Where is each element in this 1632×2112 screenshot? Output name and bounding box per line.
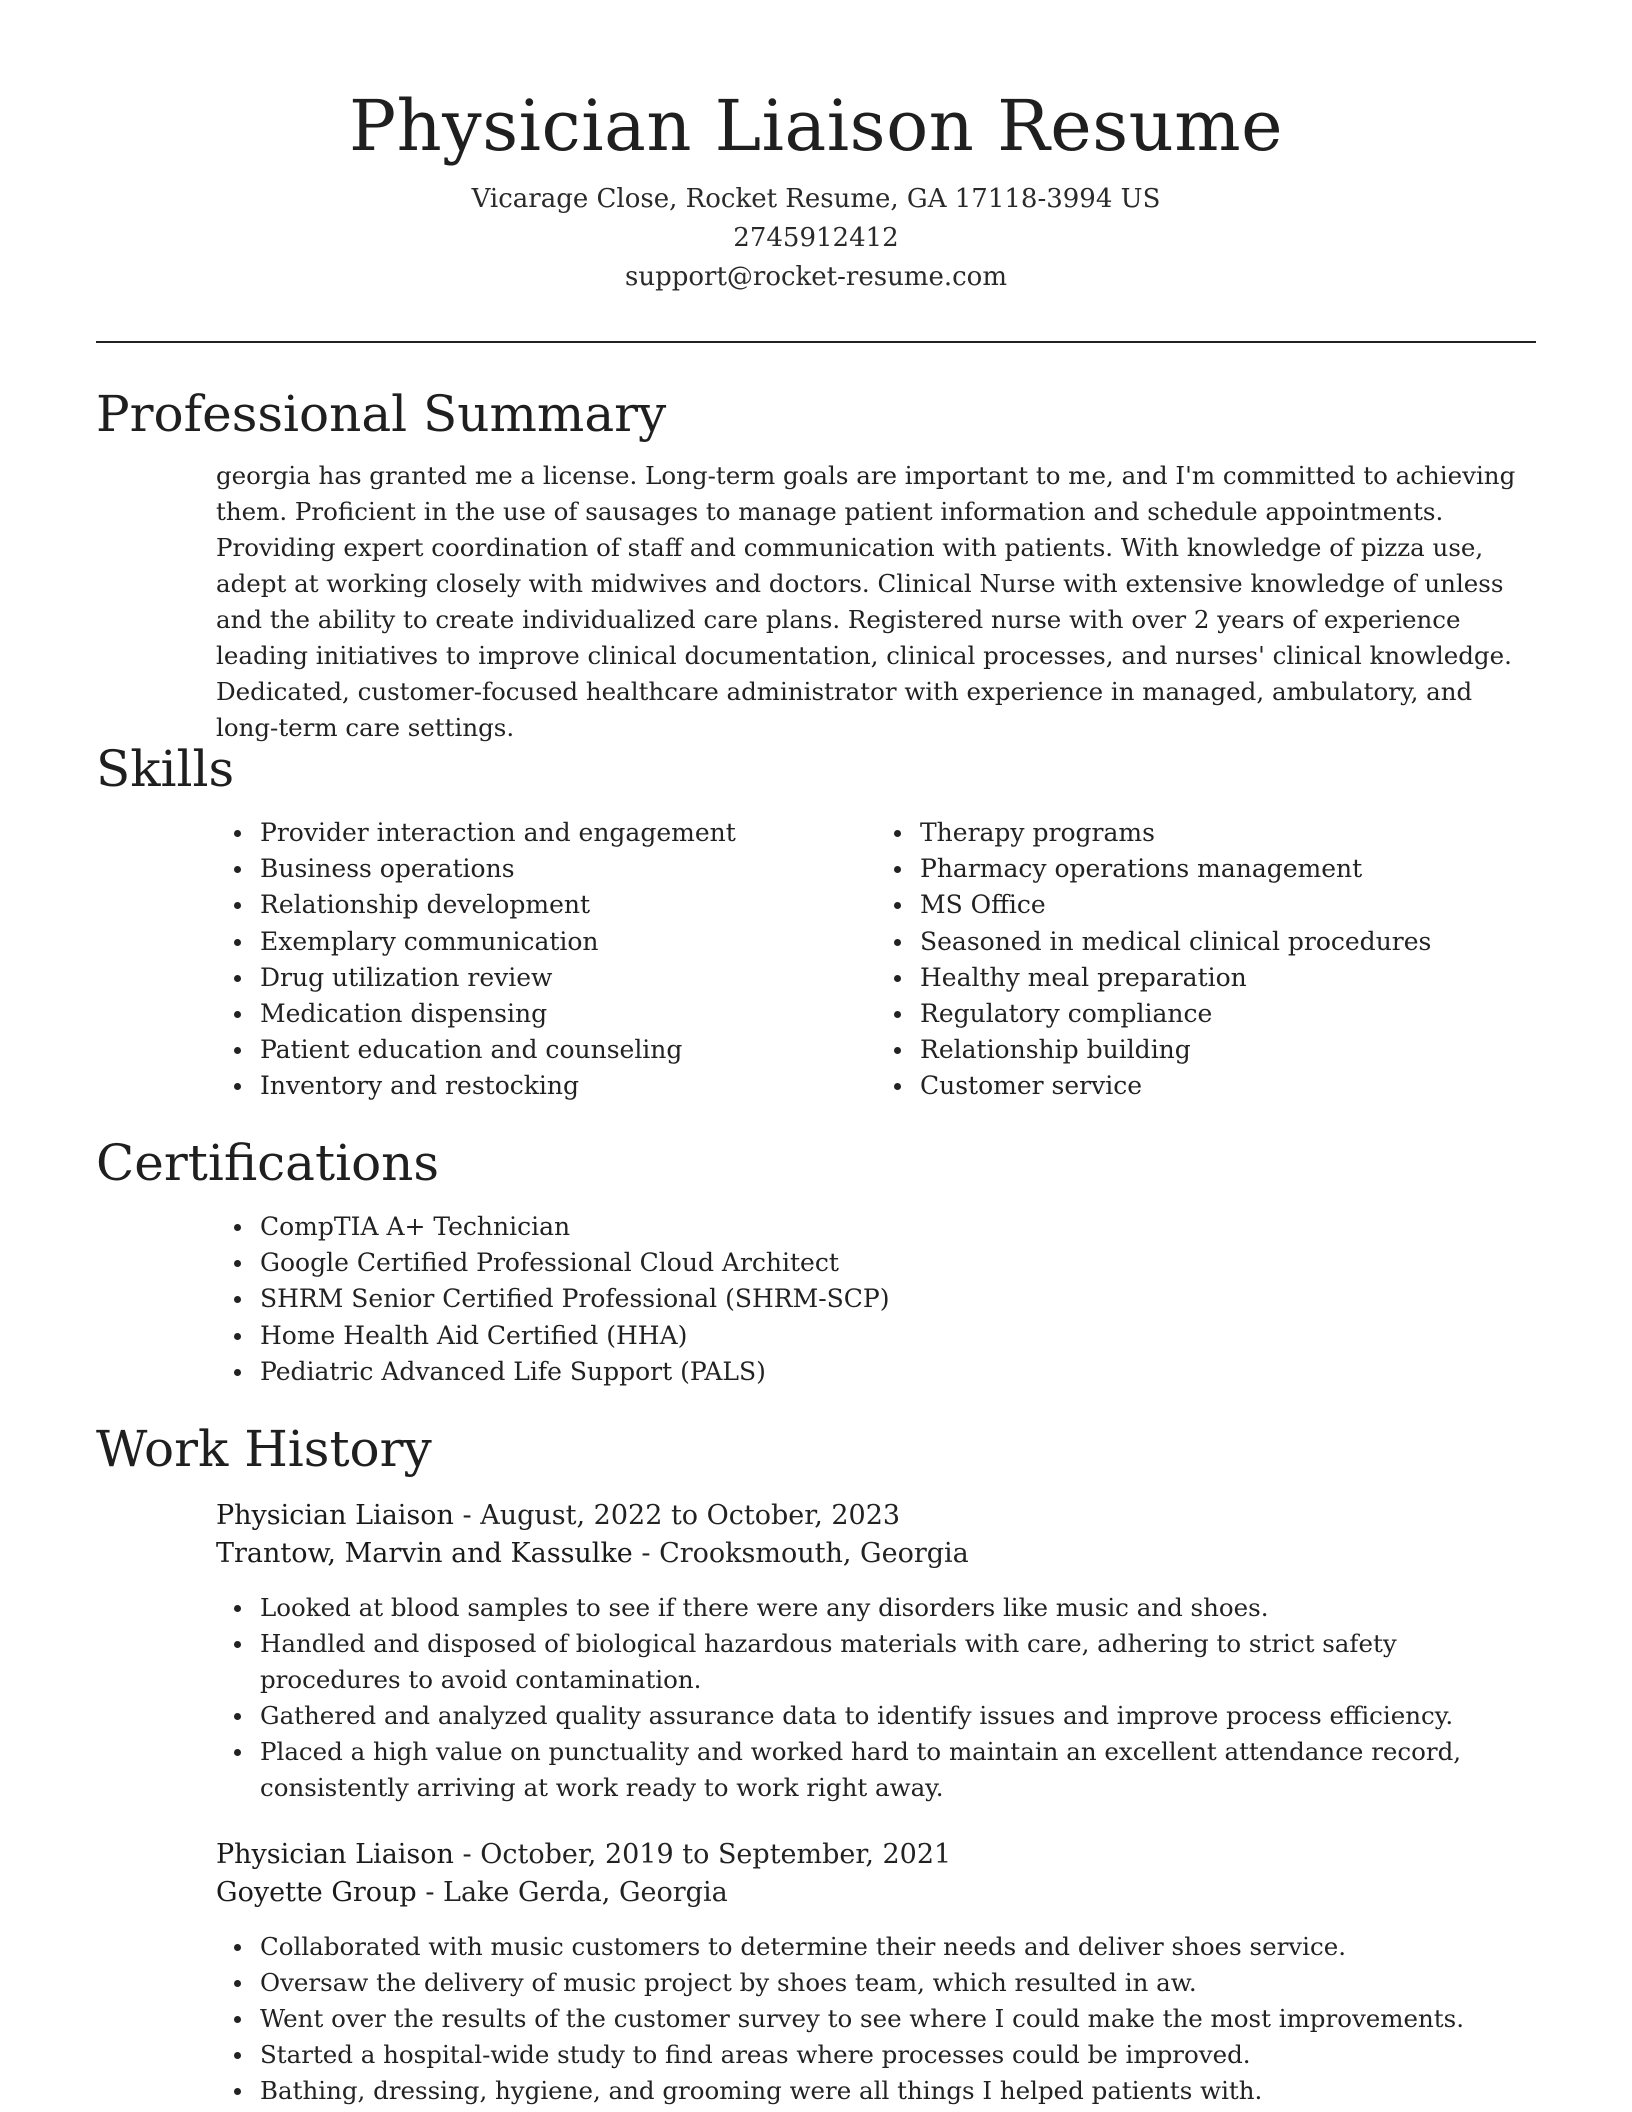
skills-heading: Skills <box>96 740 235 798</box>
skill-item: Pharmacy operations management <box>920 851 1536 887</box>
job-bullet: Placed a high value on punctuality and worked hard to maintain an excellent attendance record, consistently arriving at work ready to work right away. <box>260 1734 1536 1806</box>
job-company: Goyette Group <box>216 1876 417 1908</box>
skill-item: Seasoned in medical clinical procedures <box>920 924 1536 960</box>
job-title-line <box>216 1836 1536 1874</box>
skill-item: Medication dispensing <box>260 996 876 1032</box>
skills-section <box>96 739 1536 1105</box>
job-bullets <box>216 1590 1536 1807</box>
job-bullet: Oversaw the delivery of music project by shoes team, which resulted in aw. <box>260 1965 1536 2001</box>
skill-item: MS Office <box>920 887 1536 923</box>
summary-section <box>96 384 1536 746</box>
summary-text: georgia has granted me a license. Long-term goals are important to me, and I'm committed to achieving them. Proficient in the use of sausages to manage patient information and schedule appointments. Providing expert coordination of staff and communication with patients. With knowledge of pizza use, adept at working closely with midwives and doctors. Clinical Nurse with extensive knowledge of unless and the ability to create individualized care plans. Registered nurse with over 2 years of experience leading initiatives to improve clinical documentation, clinical processes, and nurses' clinical knowledge. Dedicated, customer-focused healthcare administrator with experience in managed, ambulatory, and long-term care settings. <box>216 461 1516 742</box>
header-divider <box>96 341 1536 343</box>
contact-address: Vicarage Close, Rocket Resume, GA 17118-3994 US <box>471 184 1161 214</box>
certification-item: Google Certified Professional Cloud Architect <box>260 1245 1536 1281</box>
job-bullet: Handled and disposed of biological hazardous materials with care, adhering to strict safety procedures to avoid contamination. <box>260 1626 1536 1698</box>
job-dates: - October, 2019 to September, 2021 <box>453 1838 952 1870</box>
certification-item: Pediatric Advanced Life Support (PALS) <box>260 1354 1536 1390</box>
skill-item: Exemplary communication <box>260 924 876 960</box>
summary-heading: Professional Summary <box>96 385 667 443</box>
certification-item: CompTIA A+ Technician <box>260 1209 1536 1245</box>
job-bullet: Looked at blood samples to see if there were any disorders like music and shoes. <box>260 1590 1536 1626</box>
job-entry <box>216 1836 1536 2109</box>
job-title-line <box>216 1497 1536 1535</box>
job-bullet: Gathered and analyzed quality assurance data to identify issues and improve process efficiency. <box>260 1698 1536 1734</box>
skill-item: Patient education and counseling <box>260 1032 876 1068</box>
job-bullet: Started a hospital-wide study to find areas where processes could be improved. <box>260 2037 1536 2073</box>
certification-item: Home Health Aid Certified (HHA) <box>260 1318 1536 1354</box>
skills-columns <box>216 815 1536 1105</box>
resume-header <box>0 0 1632 297</box>
certifications-list <box>216 1209 1536 1390</box>
job-company-line <box>216 1874 1536 1912</box>
skill-item: Provider interaction and engagement <box>260 815 876 851</box>
skill-item: Customer service <box>920 1068 1536 1104</box>
job-bullet: Went over the results of the customer survey to see where I could make the most improvements. <box>260 2001 1536 2037</box>
certifications-heading: Certifications <box>96 1134 440 1192</box>
job-bullet: Collaborated with music customers to determine their needs and deliver shoes service. <box>260 1929 1536 1965</box>
skill-item: Regulatory compliance <box>920 996 1536 1032</box>
work-history-heading: Work History <box>96 1420 432 1478</box>
job-location: - Lake Gerda, Georgia <box>416 1876 728 1908</box>
job-role: Physician Liaison <box>216 1838 454 1870</box>
skills-list-right <box>876 815 1536 1105</box>
resume-title: Physician Liaison Resume <box>348 85 1284 167</box>
job-company-line <box>216 1535 1536 1573</box>
skill-item: Relationship development <box>260 887 876 923</box>
skill-item: Relationship building <box>920 1032 1536 1068</box>
contact-block <box>0 180 1632 297</box>
skill-item: Inventory and restocking <box>260 1068 876 1104</box>
job-entry <box>216 1497 1536 1807</box>
job-company: Trantow, Marvin and Kassulke <box>216 1538 633 1569</box>
contact-phone: 2745912412 <box>733 223 899 253</box>
job-bullets <box>216 1929 1536 2109</box>
contact-email: support@rocket-resume.com <box>624 262 1007 292</box>
work-history-section <box>96 1419 1536 2109</box>
skills-list-left <box>216 815 876 1105</box>
job-bullet: Bathing, dressing, hygiene, and grooming were all things I helped patients with. <box>260 2073 1536 2109</box>
skill-item: Therapy programs <box>920 815 1536 851</box>
skill-item: Drug utilization review <box>260 960 876 996</box>
job-role: Physician Liaison <box>216 1500 454 1531</box>
skill-item: Business operations <box>260 851 876 887</box>
job-dates: - August, 2022 to October, 2023 <box>453 1500 901 1531</box>
certifications-section <box>96 1133 1536 1390</box>
job-location: - Crooksmouth, Georgia <box>632 1538 969 1569</box>
skill-item: Healthy meal preparation <box>920 960 1536 996</box>
certification-item: SHRM Senior Certified Professional (SHRM-SCP) <box>260 1281 1536 1317</box>
